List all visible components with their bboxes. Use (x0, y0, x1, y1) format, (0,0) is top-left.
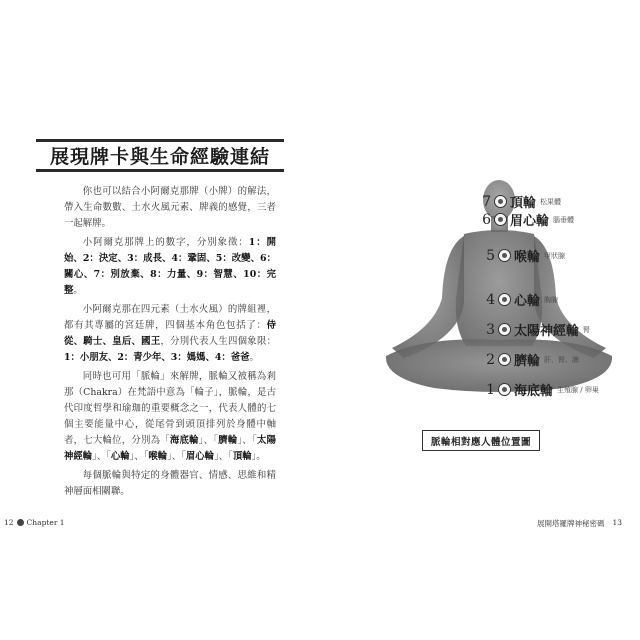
chakra-row (484, 350, 579, 369)
chakra-name: 頂輪 (510, 196, 537, 211)
text-run: 」、「 (92, 451, 111, 462)
section-heading-box (36, 139, 284, 172)
chakra-row (484, 290, 558, 309)
chakra-row (480, 192, 561, 211)
body-paragraph (64, 302, 276, 366)
chakra-organ: 生殖腺 / 卵巢 (557, 385, 599, 394)
bold-term: 眉心輪 (185, 451, 215, 462)
chakra-symbol-icon (498, 353, 511, 366)
chakra-symbol-icon (498, 293, 511, 306)
text-run: 」、「 (237, 435, 257, 446)
right-page-number: 13 (612, 518, 622, 527)
chakra-row (484, 380, 599, 399)
bold-term: 喉輪 (148, 451, 168, 462)
text-run: 。 (249, 352, 259, 363)
running-title: 展開塔羅牌神秘密碼 (536, 519, 605, 528)
text-run: 同時也可用「脈輪」來解牌，脈輪又被稱為剎那（Chakra）在梵語中意為「輪子」，脈輪，是古代印度哲學和瑜珈的重要概念之一，代表人體的七個主要能量中心，從尾骨到頭頂排列於身體中軸者，七大輪位，分別為「 (64, 371, 276, 446)
chakra-name: 眉心輪 (510, 214, 550, 229)
chakra-figure (364, 178, 624, 410)
chakra-row (480, 210, 574, 229)
bold-term: 1：開始、2：決定、3：成長、4：鞏固、5：改變、6：關心、7：別放棄、8：力量、9：智慧、10：完整 (64, 237, 276, 296)
text-run: ，分別代表人生四個象限： (160, 336, 276, 347)
text-run: 。 (73, 285, 83, 296)
body-paragraph (64, 235, 276, 299)
chakra-organ: 松果體 (540, 197, 562, 206)
body-text (64, 184, 276, 503)
chakra-symbol-icon (494, 195, 507, 208)
left-footer (4, 518, 65, 527)
chakra-name: 太陽神經輪 (514, 324, 580, 339)
text-run: 」、「 (129, 451, 149, 462)
right-footer (537, 518, 622, 529)
text-run: 每個脈輪與特定的身體器官、情感、思維和精神層面相關聯。 (64, 470, 276, 497)
chakra-symbol-icon (498, 323, 511, 336)
right-page (320, 0, 640, 640)
bold-term: 侍從、騎士、皇后、國王 (64, 320, 276, 347)
chakra-number: 5 (486, 247, 495, 264)
bold-term: 海底輪 (169, 435, 199, 446)
bold-term: 心輪 (110, 451, 130, 462)
chakra-symbol-icon (498, 383, 511, 396)
text-run: 」、「 (214, 451, 233, 462)
body-paragraph (64, 468, 276, 500)
text-run: 小阿爾克那在四元素（土水火風）的牌組裡，都有其專屬的宮廷牌，四個基本角色包括了： (64, 304, 276, 331)
chakra-organ: 肝、腎、脾 (544, 355, 580, 364)
bold-term: 1：小朋友、2：青少年、3：媽媽、4：爸爸 (64, 352, 250, 363)
bold-term: 太陽神經輪 (64, 435, 276, 462)
chakra-row (484, 246, 565, 265)
chakra-symbol-icon (494, 213, 507, 226)
chakra-name: 喉輪 (514, 250, 541, 265)
chakra-symbol-icon (498, 249, 511, 262)
bold-term: 頂輪 (232, 451, 252, 462)
chakra-organ: 腎 (583, 325, 591, 334)
chakra-row (484, 320, 590, 339)
left-page-number: 12 (4, 518, 14, 527)
chakra-number: 1 (486, 381, 495, 398)
chakra-number: 3 (486, 321, 495, 338)
chakra-number: 7 (482, 193, 491, 210)
text-run: 」。 (251, 451, 266, 462)
chakra-organ: 腦垂體 (553, 215, 575, 224)
text-run: 你也可以結合小阿爾克那牌（小牌）的解法，帶入生命數數、土水火風元素、牌義的感覺，三者一起解牌。 (64, 186, 276, 229)
chakra-name: 海底輪 (514, 384, 554, 399)
chakra-number: 6 (482, 211, 491, 228)
chakra-organ: 甲狀腺 (544, 251, 566, 260)
text-run: 」、「 (167, 451, 186, 462)
chapter-dot-icon (17, 519, 24, 526)
chakra-number: 2 (486, 351, 495, 368)
chapter-label: Chapter 1 (26, 518, 65, 527)
bold-term: 臍輪 (218, 435, 238, 446)
chakra-name: 臍輪 (514, 354, 541, 369)
chakra-number: 4 (486, 291, 495, 308)
chakra-name: 心輪 (514, 294, 541, 309)
text-run: 」、「 (198, 435, 219, 446)
section-heading: 展現牌卡與生命經驗連結 (49, 146, 270, 168)
text-run: 小阿爾克那牌上的數字，分別象徵： (82, 237, 249, 248)
body-paragraph (64, 369, 276, 465)
body-paragraph (64, 184, 276, 232)
figure-caption: 脈輪相對應人體位置圖 (422, 430, 540, 451)
chakra-organ: 胸腺 (544, 295, 559, 304)
